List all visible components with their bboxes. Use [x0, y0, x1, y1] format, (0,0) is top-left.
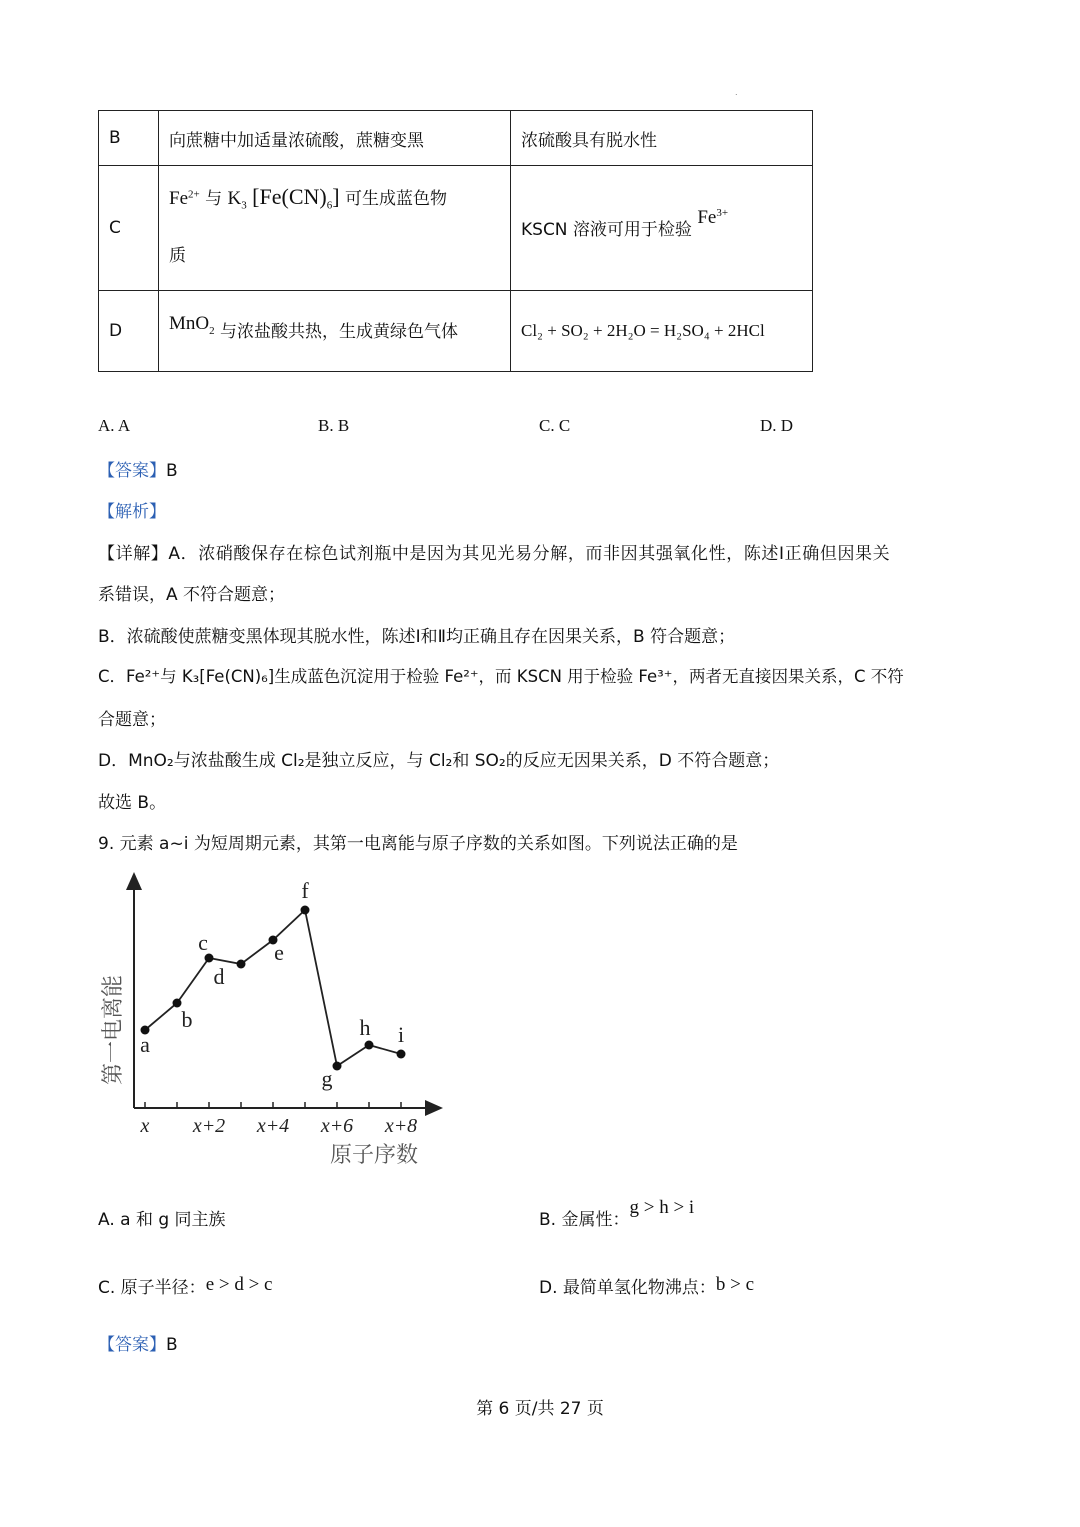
statement-2: 浓硫酸具有脱水性	[511, 111, 813, 166]
q8-choice-c: C. C	[539, 416, 571, 435]
x-axis-label: 原子序数	[330, 1142, 419, 1167]
data-point-h	[365, 1041, 374, 1050]
data-point-label: g	[321, 1066, 333, 1091]
q9-choice-a: A. a 和 g 同主族	[98, 1210, 226, 1230]
data-point-f	[301, 906, 310, 915]
q9-stem: 9. 元素 a~i 为短周期元素，其第一电离能与原子序数的关系如图。下列说法正确的是	[98, 834, 738, 854]
row-label: D	[99, 291, 159, 372]
stray-dot: .	[735, 88, 738, 97]
q9-choice-b: B. 金属性：g > h > i	[539, 1197, 695, 1230]
q8-choice-a: A. A	[98, 416, 131, 435]
series-line	[145, 910, 401, 1066]
data-point-label: h	[359, 1015, 371, 1040]
x-tick-label: x+6	[320, 1115, 354, 1137]
answer-value: B	[166, 1335, 178, 1355]
statement-1: MnO$_2$ 与浓盐酸共热，生成黄绿色气体	[159, 291, 511, 372]
q9-choice-c: C. 原子半径：e > d > c	[98, 1274, 273, 1298]
data-point-label: b	[181, 1007, 193, 1032]
detail-line: 故选 B。	[98, 793, 167, 813]
table-row	[99, 166, 813, 291]
q9-answer	[98, 1330, 178, 1355]
statement-1: 向蔗糖中加适量浓硫酸，蔗糖变黑	[159, 111, 511, 166]
q8-answer	[98, 456, 178, 481]
detail-line: C．Fe²⁺与 K₃[Fe(CN)₆]生成蓝色沉淀用于检验 Fe²⁺，而 KSCN 用于检验 Fe³⁺，两者无直接因果关系，C 不符	[98, 667, 904, 686]
statement-2: Cl₂ + SO₂ + 2H₂O = H₂SO₄ + 2HCl	[511, 291, 813, 372]
data-point-label: e	[274, 940, 284, 965]
answer-value: B	[166, 461, 178, 481]
q8-analysis-tag: 【解析】	[98, 502, 166, 522]
detail-line: 【详解】A．浓硝酸保存在棕色试剂瓶中是因为其见光易分解，而非因其强氧化性，陈述Ⅰ正确但因果关	[98, 544, 891, 564]
data-point-g	[333, 1062, 342, 1071]
statement-2: KSCN 溶液可用于检验 $Fe^{3+}$	[511, 166, 813, 291]
ionization-energy-chart	[90, 870, 450, 1170]
x-tick-label: x+4	[256, 1115, 290, 1137]
data-point-label: a	[140, 1032, 150, 1057]
table-row	[99, 111, 813, 166]
data-point-label: d	[213, 964, 225, 989]
row-label: B	[99, 111, 159, 166]
data-point-d	[237, 960, 246, 969]
data-point-label: c	[198, 930, 208, 955]
detail-line: B．浓硫酸使蔗糖变黑体现其脱水性，陈述Ⅰ和Ⅱ均正确且存在因果关系，B 符合题意；	[98, 627, 736, 647]
x-tick-label: x+2	[192, 1115, 226, 1137]
answer-tag: 【答案】	[98, 1335, 166, 1355]
data-point-label: i	[397, 1022, 405, 1047]
answer-tag: 【答案】	[98, 461, 166, 481]
options-table	[98, 110, 813, 372]
y-axis-label: 第一电离能	[100, 974, 125, 1086]
detail-line: 合题意；	[98, 710, 166, 730]
table-row	[99, 291, 813, 372]
data-point-i	[397, 1050, 406, 1059]
detail-line: 系错误，A 不符合题意；	[98, 585, 286, 605]
data-point-b	[173, 999, 182, 1008]
q8-choice-d: D. D	[760, 416, 794, 435]
page-footer: 第 6 页/共 27 页	[476, 1399, 604, 1419]
x-tick-label: x+8	[384, 1115, 418, 1137]
q9-choice-d: D. 最简单氢化物沸点：b > c	[539, 1274, 755, 1298]
x-tick-label: x	[140, 1115, 150, 1137]
detail-line: D．MnO₂与浓盐酸生成 Cl₂是独立反应，与 Cl₂和 SO₂的反应无因果关系，D 不符合题意；	[98, 751, 780, 771]
statement-1: $Fe^{2+}$ 与 $K_3$ $[Fe(CN)_6]$ 可生成蓝色物 质	[159, 166, 511, 291]
row-label: C	[99, 166, 159, 291]
data-point-label: f	[301, 878, 309, 903]
q8-choice-b: B. B	[318, 416, 350, 435]
